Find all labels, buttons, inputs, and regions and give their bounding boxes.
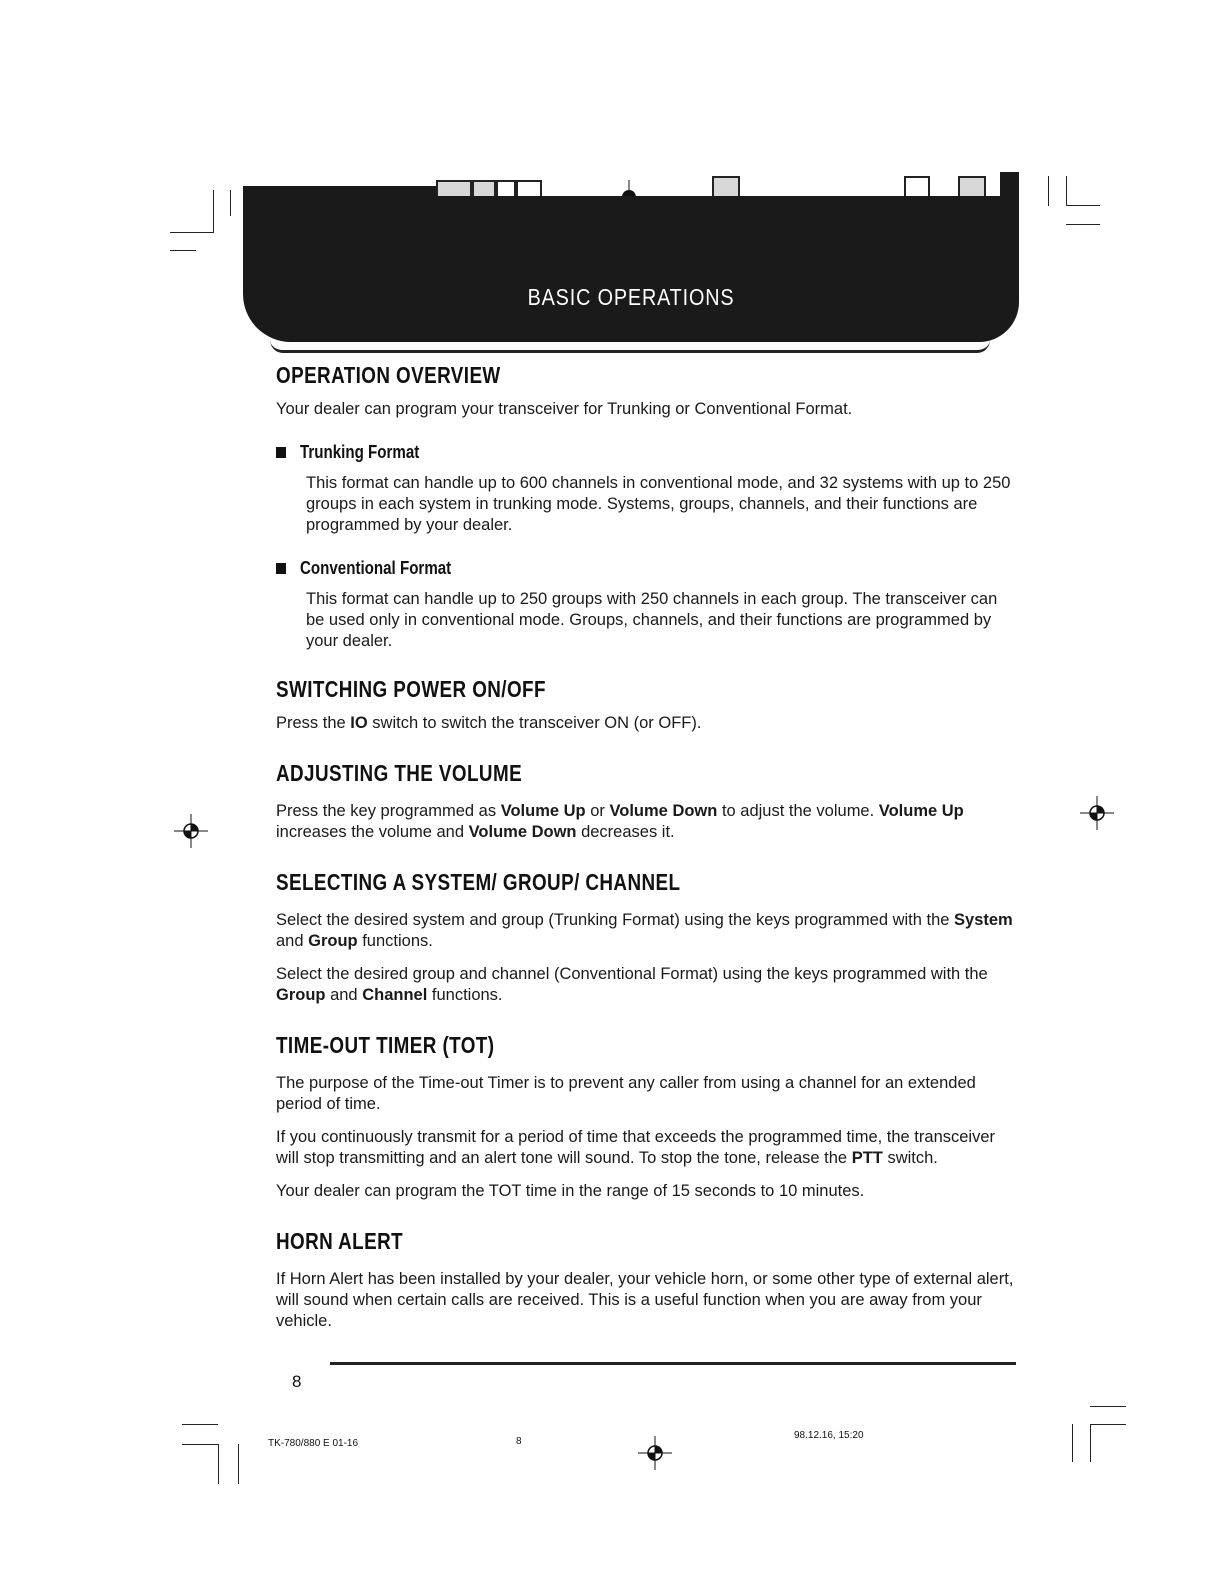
function-name: Channel bbox=[362, 986, 428, 1004]
trunking-format-text: This format can handle up to 600 channels in conventional mode, and 32 systems with up to 250 groups in each system in trunking mode. Systems, groups, channels, and their functions are programmed by your dealer. bbox=[306, 474, 1011, 534]
text-run: If you continuously transmit for a period of time that exceeds the programmed time, the transceiver will stop transmitting and an alert tone will sound. To stop the tone, release the bbox=[276, 1128, 996, 1167]
crop-mark bbox=[170, 250, 196, 251]
crop-mark bbox=[1090, 1406, 1126, 1407]
footer-rule bbox=[330, 1362, 1016, 1365]
square-bullet-icon bbox=[276, 447, 286, 458]
subsection-conventional bbox=[276, 558, 1016, 579]
registration-crosshair-icon bbox=[1080, 796, 1114, 830]
heading-selecting: SELECTING A SYSTEM/ GROUP/ CHANNEL bbox=[276, 869, 681, 895]
text-run: switch to switch the transceiver ON (or OFF). bbox=[367, 714, 702, 732]
crop-mark bbox=[1090, 1424, 1126, 1425]
registration-crosshair-icon bbox=[174, 814, 208, 848]
function-name: System bbox=[954, 911, 1013, 929]
subsection-trunking bbox=[276, 442, 1016, 463]
text-run: decreases it. bbox=[576, 823, 675, 841]
volume-text bbox=[276, 801, 1016, 843]
horn-alert-text: If Horn Alert has been installed by your dealer, your vehicle horn, or some other type of external alert, will sound when certain calls are received. This is a useful function when you are away from your vehicle. bbox=[276, 1270, 1014, 1330]
trunking-format-title: Trunking Format bbox=[300, 442, 420, 462]
crop-mark bbox=[182, 1444, 218, 1445]
text-run: functions. bbox=[427, 986, 503, 1004]
page-number: 8 bbox=[292, 1372, 302, 1391]
key-name: IO bbox=[350, 714, 368, 732]
crop-mark bbox=[182, 1424, 218, 1425]
text-run: and bbox=[325, 986, 363, 1004]
text-run: or bbox=[585, 802, 610, 820]
text-run: Press the key programmed as bbox=[276, 802, 501, 820]
print-job-code: TK-780/880 E 01-16 bbox=[268, 1438, 359, 1449]
section-header-band bbox=[243, 196, 1019, 342]
text-run: to adjust the volume. bbox=[717, 802, 879, 820]
text-run: and bbox=[276, 932, 309, 950]
crop-mark bbox=[1066, 224, 1100, 225]
header-top-line bbox=[1000, 172, 1019, 198]
tot-range-text: Your dealer can program the TOT time in the range of 15 seconds to 10 minutes. bbox=[276, 1182, 865, 1200]
section-title: BASIC OPERATIONS bbox=[527, 284, 735, 310]
heading-horn-alert: HORN ALERT bbox=[276, 1228, 404, 1254]
text-run: Select the desired system and group (Trunking Format) using the keys programmed with the bbox=[276, 911, 955, 929]
function-name: Volume Up bbox=[878, 802, 964, 820]
selecting-text-conventional bbox=[276, 964, 1016, 1006]
text-run: increases the volume and bbox=[276, 823, 469, 841]
text-run: Select the desired group and channel (Conventional Format) using the keys programmed with the bbox=[276, 965, 988, 983]
crop-mark bbox=[1066, 205, 1100, 206]
registration-crosshair-icon bbox=[638, 1436, 672, 1470]
header-underline bbox=[270, 340, 990, 353]
heading-switching-power: SWITCHING POWER ON/OFF bbox=[276, 676, 546, 702]
text-run: functions. bbox=[357, 932, 433, 950]
crop-mark bbox=[230, 190, 231, 216]
tot-purpose-text: The purpose of the Time-out Timer is to prevent any caller from using a channel for an extended period of time. bbox=[276, 1074, 976, 1113]
crop-mark bbox=[1066, 176, 1067, 206]
print-timestamp: 98.12.16, 15:20 bbox=[794, 1430, 864, 1441]
power-text bbox=[276, 713, 1016, 734]
text-run: Press the bbox=[276, 714, 351, 732]
crop-mark bbox=[1048, 176, 1049, 206]
square-bullet-icon bbox=[276, 563, 286, 574]
heading-adjusting-volume: ADJUSTING THE VOLUME bbox=[276, 760, 523, 786]
tot-transmit-text bbox=[276, 1127, 1016, 1169]
selecting-text-trunking bbox=[276, 910, 1016, 952]
page-content bbox=[276, 362, 1016, 1332]
conventional-format-text: This format can handle up to 250 groups with 250 channels in each group. The transceiver can be used only in conventional mode. Groups, channels, and their functions are programmed by your dealer. bbox=[306, 590, 998, 650]
key-name: PTT bbox=[851, 1149, 883, 1167]
function-name: Volume Up bbox=[500, 802, 586, 820]
function-name: Volume Down bbox=[609, 802, 718, 820]
function-name: Volume Down bbox=[468, 823, 577, 841]
overview-intro: Your dealer can program your transceiver for Trunking or Conventional Format. bbox=[276, 400, 853, 418]
function-name: Group bbox=[308, 932, 358, 950]
crop-mark bbox=[1072, 1424, 1073, 1462]
print-page-number: 8 bbox=[516, 1436, 522, 1447]
heading-operation-overview: OPERATION OVERVIEW bbox=[276, 362, 501, 388]
conventional-format-title: Conventional Format bbox=[300, 558, 452, 578]
crop-mark bbox=[170, 232, 214, 233]
function-name: Group bbox=[276, 986, 326, 1004]
heading-time-out-timer: TIME-OUT TIMER (TOT) bbox=[276, 1032, 495, 1058]
crop-mark bbox=[1090, 1424, 1091, 1462]
text-run: switch. bbox=[882, 1149, 938, 1167]
crop-mark bbox=[238, 1444, 239, 1484]
crop-mark bbox=[213, 190, 214, 233]
crop-mark bbox=[218, 1444, 219, 1484]
